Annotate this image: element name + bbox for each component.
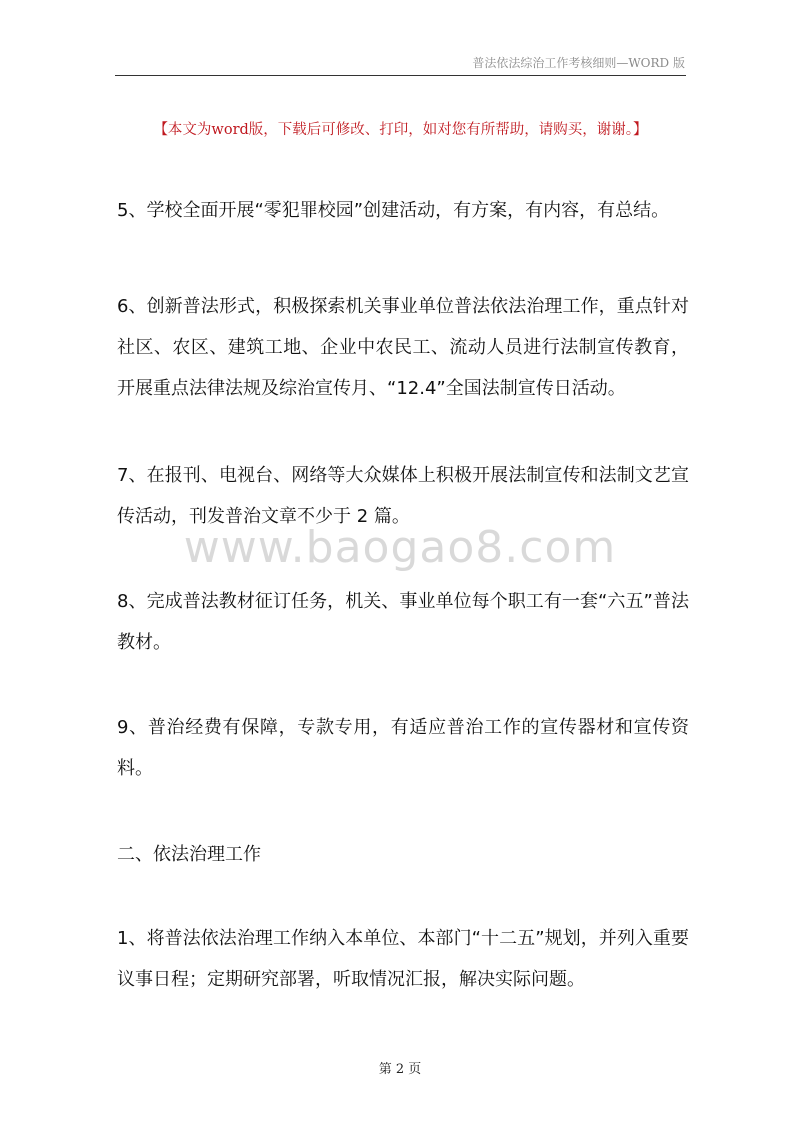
- watermark: www.baogao8.com: [183, 522, 617, 573]
- purchase-notice: 【本文为word版，下载后可修改、打印，如对您有所帮助，请购买，谢谢。】: [153, 122, 648, 138]
- paragraph-section2-item-1: 1、将普法依法治理工作纳入本单位、本部门“十二五”规划，并列入重要议事日程；定期研究部署，听取情况汇报，解决实际问题。: [117, 928, 689, 990]
- paragraph-item-6: 6、创新普法形式，积极探索机关事业单位普法依法治理工作，重点针对社区、农区、建筑工地、企业中农民工、流动人员进行法制宣传教育，开展重点法律法规及综治宣传月、“12.4”全国法制宣传日活动。: [117, 296, 689, 399]
- section-heading: 二、依法治理工作: [117, 844, 261, 865]
- page-number: 第 2 页: [378, 1062, 422, 1077]
- paragraph-item-8: 8、完成普法教材征订任务，机关、事业单位每个职工有一套“六五”普法教材。: [117, 591, 689, 653]
- paragraph-item-7: 7、在报刊、电视台、网络等大众媒体上积极开展法制宣传和法制文艺宣传活动，刊发普治文章不少于 2 篇。: [117, 465, 689, 527]
- running-header: 普法依法综治工作考核细则—WORD 版: [472, 56, 685, 70]
- header-divider: [115, 75, 686, 76]
- paragraph-item-5: 5、学校全面开展“零犯罪校园”创建活动，有方案，有内容，有总结。: [117, 200, 670, 221]
- paragraph-item-9: 9、普治经费有保障，专款专用，有适应普治工作的宣传器材和宣传资料。: [117, 717, 689, 779]
